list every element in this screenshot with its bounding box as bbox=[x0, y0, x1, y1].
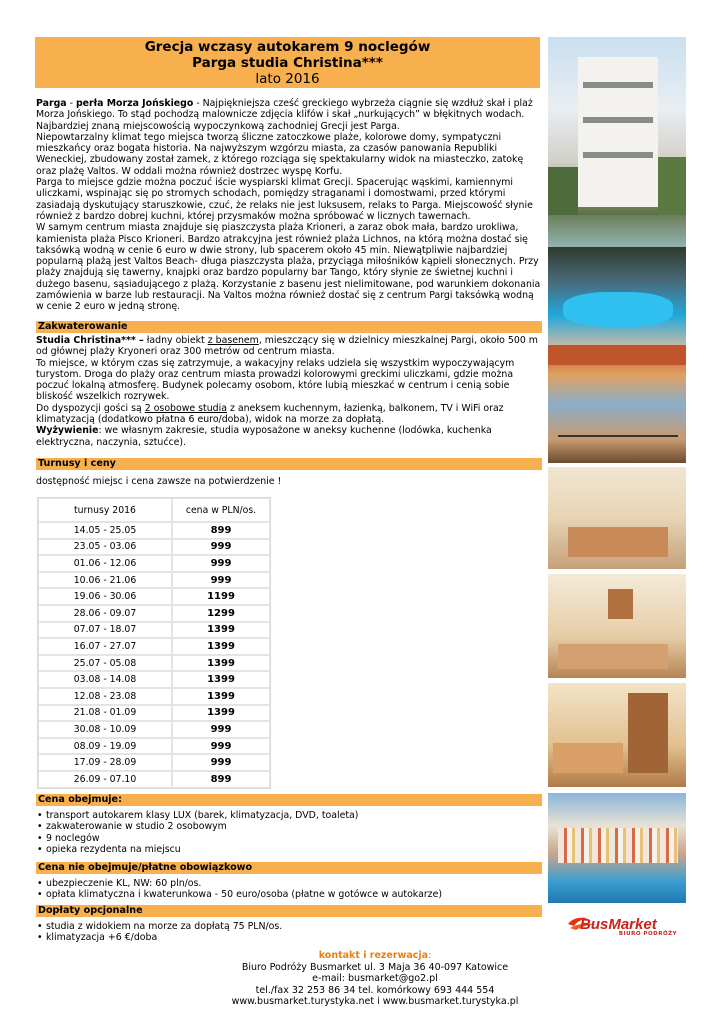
list-item: • klimatyzacja +6 €/doba bbox=[36, 932, 542, 943]
table-row bbox=[38, 688, 270, 705]
excluded-heading: Cena nie obejmuje/płatne obowiązkowo bbox=[36, 862, 542, 874]
accommodation-desc-3: Do dyspozycji gości są 2 osobowe studia z aneksem kuchennym, łazienką, balkonem, TV i WiFi oraz klimatyzacją (dodatkowo płatna 6 euro/doba), widok na morze za dopłatą. bbox=[36, 402, 504, 426]
list-item: • opieka rezydenta na miejscu bbox=[36, 844, 542, 855]
price-cell: 999 bbox=[172, 539, 270, 556]
availability-note: dostępność miejsc i cena zawsze na potwierdzenie ! bbox=[36, 476, 282, 487]
price-cell: 1399 bbox=[172, 671, 270, 688]
included-section bbox=[36, 794, 542, 855]
price-table bbox=[37, 497, 271, 789]
intro-paragraph-4: W samym centrum miasta znajduje się piaszczysta plaża Krioneri, a zaraz obok mała, bardzo urokliwa, kamienista plaża Pisco Krioneri. Bardzo atrakcyjna jest również plaża Lichnos, na którą można dostać się taksówką wodną w cenie 6 euro w dwie strony, lub spacerem około 45 min. Niewątpliwie najbardziej popularną plażą jest Valtos Beach- długa piaszczysta plaża, przyciąga miłośników kąpieli słonecznych. Przy plaży znajdują się tawerny, knajpki oraz bardzo popularny bar Tango, który słynie ze świetnej kuchni i dużego basenu, sąsiadującego z plażą. Korzystanie z basenu jest nielimitowane, pod warunkiem dokonania zamówienia w barze lub restauracji. Na Valtos można również dostać się z centrum Pargi taksówką wodną w cenie 2 euro w jedną stronę. bbox=[36, 222, 541, 313]
period-cell: 21.08 - 01.09 bbox=[38, 705, 172, 722]
food-info: Wyżywienie: we własnym zakresie, studia wyposażone w aneksy kuchenne (lodówka, kuchenka elektryczna, naczynia, sztućce). bbox=[36, 425, 492, 448]
column-header-period: turnusy 2016 bbox=[38, 498, 172, 522]
price-cell: 999 bbox=[172, 754, 270, 771]
included-list bbox=[36, 810, 542, 855]
period-cell: 26.09 - 07.10 bbox=[38, 771, 172, 788]
table-row bbox=[38, 671, 270, 688]
period-cell: 25.07 - 05.08 bbox=[38, 655, 172, 672]
period-cell: 08.09 - 19.09 bbox=[38, 738, 172, 755]
accommodation-section bbox=[36, 321, 542, 448]
contact-websites[interactable]: www.busmarket.turystyka.net i www.busmarket.turystyka.pl bbox=[231, 996, 519, 1007]
contact-email[interactable]: e-mail: busmarket@go2.pl bbox=[312, 973, 438, 984]
contact-phone: tel./fax 32 253 86 34 tel. komórkowy 693 444 554 bbox=[255, 984, 495, 996]
included-heading: Cena obejmuje: bbox=[36, 794, 542, 806]
balcony-view-photo bbox=[548, 345, 686, 463]
prices-section bbox=[36, 458, 542, 487]
period-cell: 03.08 - 14.08 bbox=[38, 671, 172, 688]
room-photo-2 bbox=[548, 574, 686, 678]
period-cell: 23.05 - 03.06 bbox=[38, 539, 172, 556]
room-photo-3 bbox=[548, 683, 686, 787]
intro-paragraph-2: Niepowtarzalny klimat tego miejsca tworzą śliczne zatoczkowe plaże, kolorowe domy, sympatyczni mieszkańcy oraz bogata historia. Na najwyższym wzgórzu miasta, za czasów panowania Republiki Weneckiej, zbudowany został zamek, z którego rozciąga się spektakularny widok na miasteczko, zatokę oraz plażę Valtos. W oddali można również dostrzec wyspę Korfu. bbox=[36, 131, 524, 177]
price-cell: 999 bbox=[172, 721, 270, 738]
price-table-header bbox=[38, 498, 270, 522]
table-row bbox=[38, 572, 270, 589]
price-cell: 899 bbox=[172, 522, 270, 539]
period-cell: 14.05 - 25.05 bbox=[38, 522, 172, 539]
price-cell: 1399 bbox=[172, 655, 270, 672]
table-row bbox=[38, 588, 270, 605]
table-row bbox=[38, 622, 270, 639]
svg-text:BusMarket: BusMarket bbox=[580, 916, 657, 933]
list-item: • zakwaterowanie w studio 2 osobowym bbox=[36, 821, 542, 832]
contact-block bbox=[200, 950, 550, 1008]
period-cell: 07.07 - 18.07 bbox=[38, 622, 172, 639]
table-row bbox=[38, 705, 270, 722]
price-cell: 1399 bbox=[172, 688, 270, 705]
intro-text bbox=[36, 98, 542, 313]
table-row bbox=[38, 771, 270, 788]
period-cell: 17.09 - 28.09 bbox=[38, 754, 172, 771]
prices-heading: Turnusy i ceny bbox=[36, 458, 542, 470]
optional-list bbox=[36, 921, 542, 944]
table-row bbox=[38, 721, 270, 738]
table-row bbox=[38, 605, 270, 622]
price-cell: 999 bbox=[172, 572, 270, 589]
period-cell: 28.06 - 09.07 bbox=[38, 605, 172, 622]
period-cell: 30.08 - 10.09 bbox=[38, 721, 172, 738]
table-row bbox=[38, 754, 270, 771]
accommodation-desc: Studia Christina*** – ładny obiekt z basenem, mieszczący się w dzielnicy mieszkalnej Pargi, około 500 m od głównej plaży Kryoneri oraz 300 metrów od centrum miasta. bbox=[36, 335, 538, 358]
list-item: • 9 noclegów bbox=[36, 833, 542, 844]
page-subtitle: Parga studia Christina*** bbox=[192, 55, 383, 71]
period-cell: 16.07 - 27.07 bbox=[38, 638, 172, 655]
price-cell: 1399 bbox=[172, 622, 270, 639]
price-cell: 1199 bbox=[172, 588, 270, 605]
pool-photo-2 bbox=[548, 247, 686, 345]
list-item: • ubezpieczenie KL, NW: 60 pln/os. bbox=[36, 878, 542, 889]
parga-town-photo bbox=[548, 793, 686, 903]
price-cell: 999 bbox=[172, 555, 270, 572]
period-cell: 10.06 - 21.06 bbox=[38, 572, 172, 589]
price-cell: 899 bbox=[172, 771, 270, 788]
table-row bbox=[38, 555, 270, 572]
price-cell: 1399 bbox=[172, 638, 270, 655]
excluded-section bbox=[36, 862, 542, 901]
period-cell: 01.06 - 12.06 bbox=[38, 555, 172, 572]
price-cell: 1399 bbox=[172, 705, 270, 722]
excluded-list bbox=[36, 878, 542, 901]
hotel-building-photo bbox=[548, 37, 686, 215]
table-row bbox=[38, 539, 270, 556]
accommodation-heading: Zakwaterowanie bbox=[36, 321, 542, 333]
intro-paragraph-1: Parga - perła Morza Jońskiego - Najpiękniejsza cześć greckiego wybrzeża ciągnie się wzdłuż skał i plaż Morza Jońskiego. To stąd pochodzą malownicze zdjęcia klifów i skał „nurkujących” w błękitnych wodach. Najbardziej znaną miejscowością wypoczynkową zachodniej Grecji jest Parga. bbox=[36, 98, 533, 132]
contact-heading: kontakt i rezerwacja: bbox=[318, 950, 432, 961]
optional-section bbox=[36, 905, 542, 944]
table-row bbox=[38, 655, 270, 672]
busmarket-logo bbox=[566, 912, 678, 938]
intro-paragraph-3: Parga to miejsce gdzie można poczuć iście wyspiarski klimat Grecji. Spacerując wąskimi, kamiennymi uliczkami, wspinając się po stromych schodach, pomiędzy straganami i domostwami, przed którymi zasiadają dyskutujący staruszkowie, czuć, że relaks nie jest luksusem, relaks to Parga. Miejscowość słynie również z bardzo dobrej kuchni, której przysmaków można spróbować w licznych tawernach. bbox=[36, 177, 533, 222]
logo-subtitle: BIURO PODRÓŻY bbox=[618, 931, 678, 937]
price-cell: 1299 bbox=[172, 605, 270, 622]
season-label: lato 2016 bbox=[255, 71, 320, 87]
list-item: • opłata klimatyczna i kwaterunkowa - 50 euro/osoba (płatne w gotówce w autokarze) bbox=[36, 889, 542, 900]
table-row bbox=[38, 522, 270, 539]
price-cell: 999 bbox=[172, 738, 270, 755]
list-item: • studia z widokiem na morze za dopłatą 75 PLN/os. bbox=[36, 921, 542, 932]
contact-address: Biuro Podróży Busmarket ul. 3 Maja 36 40-097 Katowice bbox=[241, 961, 509, 973]
room-photo-1 bbox=[548, 467, 686, 569]
header-banner bbox=[35, 37, 540, 88]
list-item: • transport autokarem klasy LUX (barek, klimatyzacja, DVD, toaleta) bbox=[36, 810, 542, 821]
table-row bbox=[38, 638, 270, 655]
optional-heading: Dopłaty opcjonalne bbox=[36, 905, 542, 917]
period-cell: 19.06 - 30.06 bbox=[38, 588, 172, 605]
page-title: Grecja wczasy autokarem 9 noclegów bbox=[144, 39, 431, 55]
accommodation-desc-2: To miejsce, w którym czas się zatrzymuje, a wakacyjny relaks udziela się wszystkim wypoczywającym turystom. Droga do plaży oraz centrum miasta prowadzi kolorowymi greckimi uliczkami, gdzie można poczuć lokalną atmosferę. Budynek polecamy osobom, które lubią mieszkać w centrum i cenią sobie bliskość wszelkich rozrywek. bbox=[36, 357, 515, 403]
pool-link[interactable]: z basenem bbox=[207, 335, 259, 346]
studio-link[interactable]: 2 osobowe studia bbox=[144, 402, 227, 414]
table-row bbox=[38, 738, 270, 755]
column-header-price: cena w PLN/os. bbox=[172, 498, 270, 522]
period-cell: 12.08 - 23.08 bbox=[38, 688, 172, 705]
